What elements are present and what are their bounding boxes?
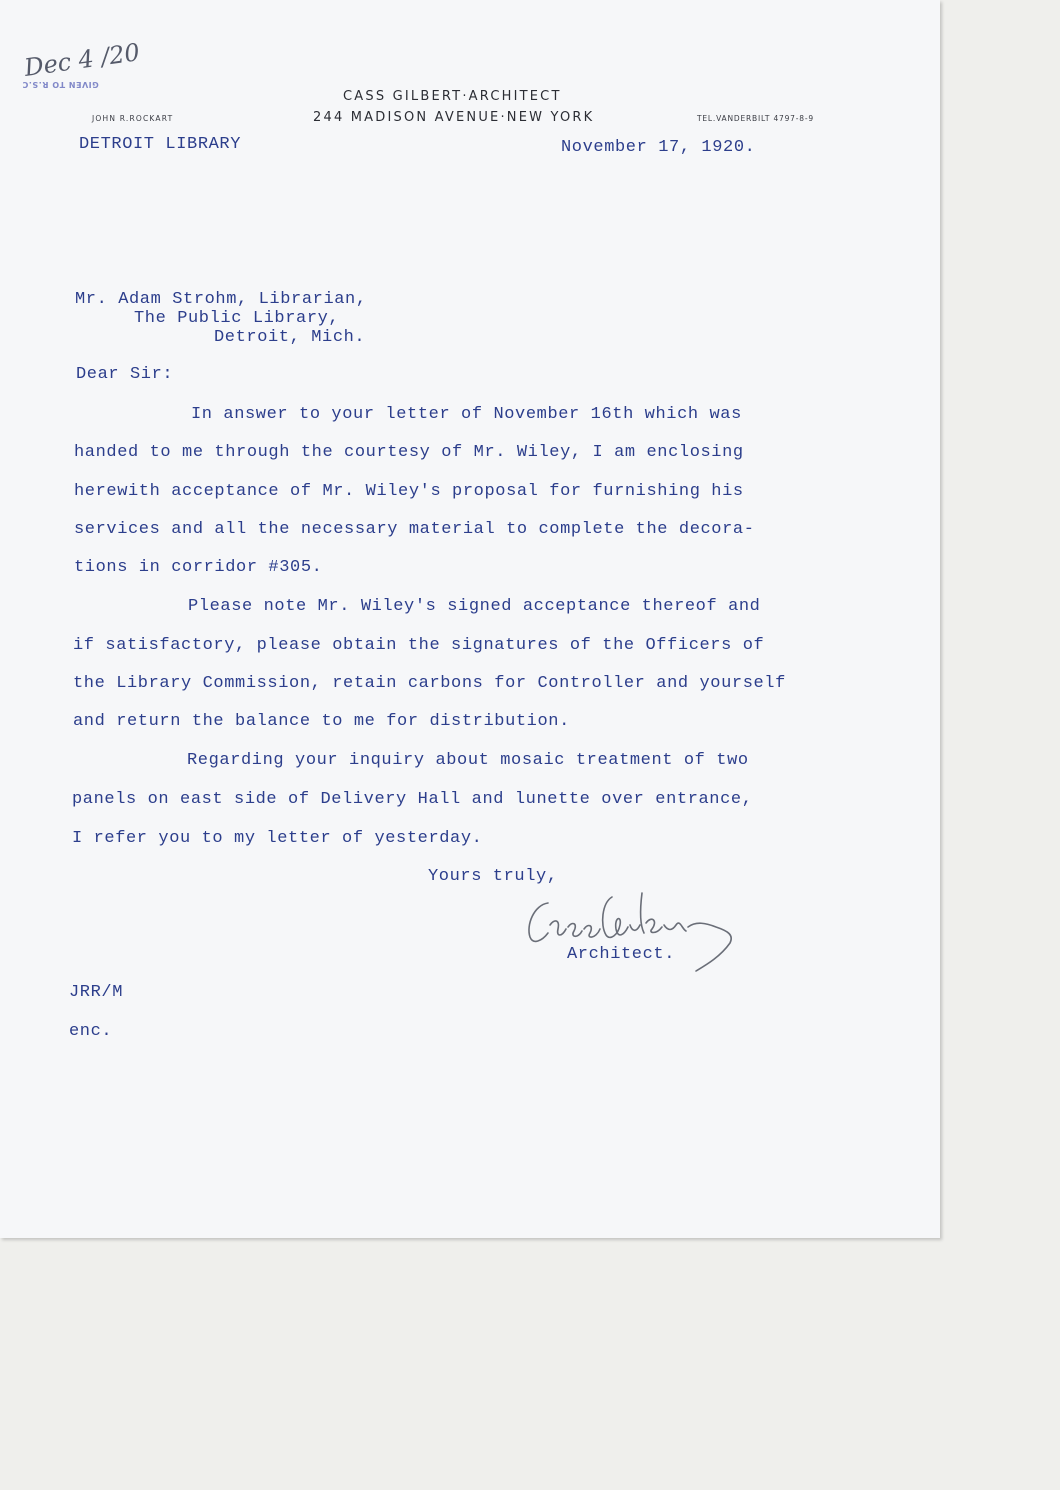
recipient-line-2: The Public Library, <box>134 309 340 328</box>
body-line: panels on east side of Delivery Hall and lunette over entrance, <box>72 790 753 809</box>
letter-date: November 17, 1920. <box>561 138 756 157</box>
body-line: Regarding your inquiry about mosaic treatment of two <box>187 751 749 770</box>
reference-initials: JRR/M <box>69 983 124 1002</box>
body-line: handed to me through the courtesy of Mr. Wiley, I am enclosing <box>74 443 744 462</box>
project-reference: DETROIT LIBRARY <box>79 135 242 154</box>
letterhead-address: 244 MADISON AVENUE·NEW YORK <box>313 110 595 125</box>
salutation: Dear Sir: <box>76 365 174 384</box>
letterhead-firm: CASS GILBERT·ARCHITECT <box>343 89 562 104</box>
body-line: tions in corridor #305. <box>74 558 323 577</box>
body-line: and return the balance to me for distribution. <box>73 712 570 731</box>
body-line: In answer to your letter of November 16th which was <box>191 405 742 424</box>
body-line: herewith acceptance of Mr. Wiley's proposal for furnishing his <box>74 482 744 501</box>
letterhead-telephone: TEL.VANDERBILT 4797-8-9 <box>697 114 814 123</box>
closing: Yours truly, <box>428 867 558 886</box>
letterhead-left-name: JOHN R.ROCKART <box>92 114 174 123</box>
body-line: if satisfactory, please obtain the signatures of the Officers of <box>73 636 765 655</box>
signature-title: Architect. <box>567 945 676 964</box>
enclosure-note: enc. <box>69 1022 113 1041</box>
pencil-date-note: Dec 4 /20 <box>22 38 142 82</box>
body-line: Please note Mr. Wiley's signed acceptance thereof and <box>188 597 761 616</box>
body-line: the Library Commission, retain carbons for Controller and yourself <box>73 674 786 693</box>
recipient-line-1: Mr. Adam Strohm, Librarian, <box>75 290 367 309</box>
body-line: I refer you to my letter of yesterday. <box>72 829 483 848</box>
recipient-line-3: Detroit, Mich. <box>214 328 366 347</box>
body-line: services and all the necessary material to complete the decora- <box>74 520 755 539</box>
received-stamp: GIVEN TO R.S.C <box>22 80 99 89</box>
